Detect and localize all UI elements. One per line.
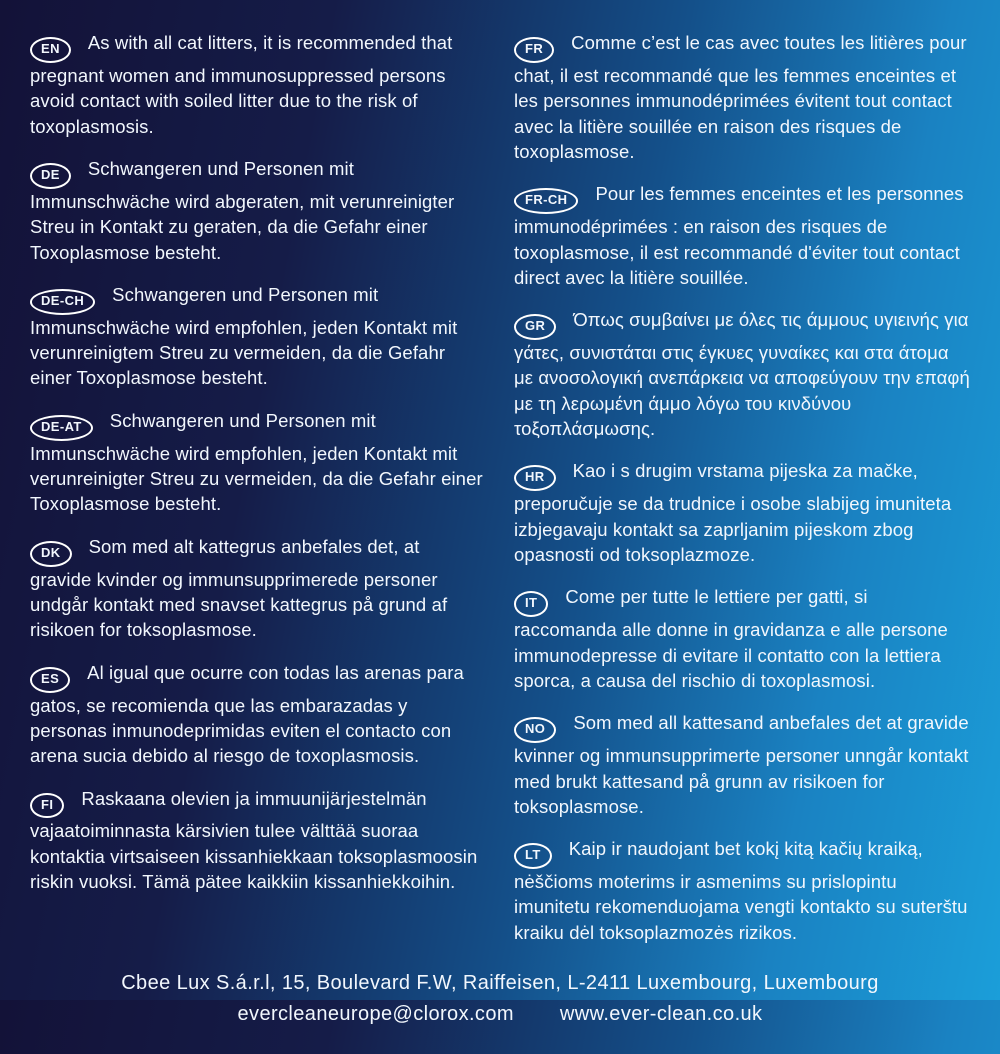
language-block-es <box>30 660 486 769</box>
language-text-dk: Som med alt kattegrus anbefales det, at gravide kvinder og immunsupprimerede personer undgår kontakt med snavset kattegrus på grund af risikoen for toksoplasmose. <box>30 535 448 641</box>
language-text-hr: Kao i s drugim vrstama pijeska za mačke, preporučuje se da trudnice i osobe slabijeg imuniteta izbjegavaju kontakt sa zaprljanim pijeskom zbog opasnosti od toksoplazmoze. <box>514 460 952 566</box>
footer-contact-line <box>20 999 980 1030</box>
language-block-hr <box>514 458 970 567</box>
language-badge-dk: DK <box>30 541 72 567</box>
language-text-de-at: Schwangeren und Personen mit Immunschwäche wird empfohlen, jeden Kontakt mit verunreinigter Streu zu vermeiden, da die Gefahr einer Toxoplasmose besteht. <box>30 409 483 515</box>
language-text-en: As with all cat litters, it is recommended that pregnant women and immunosuppressed persons avoid contact with soiled litter due to the risk of toxoplasmosis. <box>30 32 453 137</box>
language-block-de <box>30 156 486 265</box>
language-block-dk <box>30 534 486 643</box>
right-column <box>514 30 970 962</box>
language-text-de: Schwangeren und Personen mit Immunschwäche wird abgeraten, mit verunreinigter Streu in Kontakt zu geraten, da die Gefahr einer Toxoplasmose besteht. <box>30 157 455 263</box>
language-text-no: Som med all kattesand anbefales det at gravide kvinner og immunsupprimerte personer unngår kontakt med brukt kattesand på grunn av risikoen for toksoplasmose. <box>514 712 969 817</box>
language-text-gr: Όπως συμβαίνει με όλες τις άμμους υγιεινής για γάτες, συνιστάται στις έγκυες γυναίκες και στα άτομα με ανοσολογική ανεπάρκεια να αποφεύγουν την επαφή με τη λερωμένη άμμο λόγω του κινδύνου τοξοπλάσμωσης. <box>514 309 970 440</box>
language-badge-hr: HR <box>514 465 556 491</box>
language-text-es: Al igual que ocurre con todas las arenas para gatos, se recomienda que las embarazadas y personas inmunodeprimidas eviten el contacto con arena sucia debido al riesgo de toxoplasmosis. <box>30 661 464 767</box>
manufacturer-address: Cbee Lux S.á.r.l, 15, Boulevard F.W, Raiffeisen, L-2411 Luxembourg, Luxembourg <box>121 972 879 995</box>
left-column <box>30 30 486 962</box>
language-text-fr-ch: Pour les femmes enceintes et les personnes immunodéprimées : en raison des risques de toxoplasmose, il est recommandé d'éviter tout contact direct avec la litière souillée. <box>514 183 964 288</box>
language-text-fi: Raskaana olevien ja immuunijärjestelmän vajaatoiminnasta kärsivien tulee välttää suoraa kontaktia virtsaiseen kissanhiekkaan toksoplasmoosin riskin vuoksi. Tämä pätee kaikkiin kissanhiekkoihin. <box>30 787 478 893</box>
language-badge-fi: FI <box>30 793 64 819</box>
language-badge-fr: FR <box>514 37 554 63</box>
footer <box>0 962 1000 1054</box>
language-badge-no: NO <box>514 717 556 743</box>
language-block-en <box>30 30 486 139</box>
language-block-fr-ch <box>514 181 970 290</box>
language-badge-en: EN <box>30 37 71 63</box>
language-block-fi <box>30 786 486 895</box>
language-badge-de-ch: DE-CH <box>30 289 95 315</box>
language-text-it: Come per tutte le lettiere per gatti, si raccomanda alle donne in gravidanza e alle persone immunodepresse di evitare il contatto con la lettiera sporca, a causa del rischio di toxoplasmosi. <box>514 586 948 691</box>
language-text-fr: Comme c’est le cas avec toutes les litières pour chat, il est recommandé que les femmes enceintes et les personnes immunodéprimées évitent tout contact avec la litière souillée en raison des risques de toxoplasmose. <box>514 32 967 162</box>
contact-email: evercleaneurope@clorox.com <box>237 1003 514 1026</box>
language-badge-lt: LT <box>514 843 552 869</box>
language-block-fr <box>514 30 970 164</box>
language-block-no <box>514 710 970 819</box>
language-block-de-ch <box>30 282 486 391</box>
language-badge-gr: GR <box>514 314 556 340</box>
language-badge-fr-ch: FR-CH <box>514 188 578 214</box>
language-badge-de-at: DE-AT <box>30 415 93 441</box>
language-badge-es: ES <box>30 667 70 693</box>
language-text-de-ch: Schwangeren und Personen mit Immunschwäche wird empfohlen, jeden Kontakt mit verunreinigtem Streu zu vermeiden, da die Gefahr einer Toxoplasmose besteht. <box>30 283 458 389</box>
website-url: www.ever-clean.co.uk <box>559 1003 763 1026</box>
language-block-de-at <box>30 408 486 517</box>
language-badge-de: DE <box>30 163 71 189</box>
language-block-gr <box>514 307 970 441</box>
language-text-lt: Kaip ir naudojant bet kokį kitą kačių kraiką, nėščioms moterims ir asmenims su prislopintu imunitetu rekomenduojama vengti kontakto su suterštu kraiku dėl toksoplazmozės rizikos. <box>514 838 968 943</box>
language-block-it <box>514 584 970 693</box>
language-block-lt <box>514 836 970 945</box>
language-badge-it: IT <box>514 591 548 617</box>
